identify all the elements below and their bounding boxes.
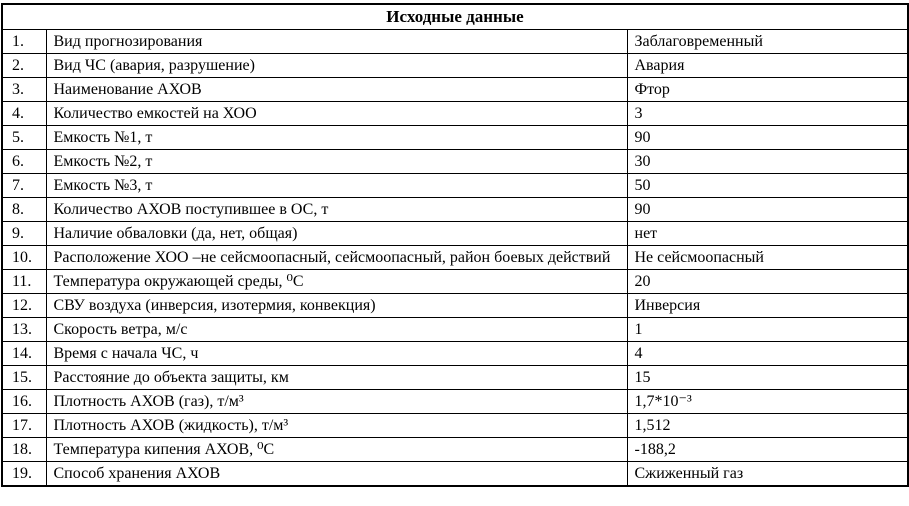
parameter-name-cell: Плотность АХОВ (газ), т/м³	[46, 390, 627, 414]
table-row	[2, 438, 908, 462]
row-number-cell: 2.	[2, 54, 46, 78]
parameter-name-cell: Температура кипения АХОВ, ⁰С	[46, 438, 627, 462]
parameter-value-cell: 30	[627, 150, 908, 174]
parameter-name-cell: Наличие обваловки (да, нет, общая)	[46, 222, 627, 246]
row-number-cell: 9.	[2, 222, 46, 246]
parameter-name-cell: Вид прогнозирования	[46, 30, 627, 54]
parameter-value-cell: 50	[627, 174, 908, 198]
row-number-cell: 18.	[2, 438, 46, 462]
parameter-name-cell: Температура окружающей среды, ⁰С	[46, 270, 627, 294]
table-row	[2, 54, 908, 78]
row-number-cell: 15.	[2, 366, 46, 390]
table-title: Исходные данные	[2, 4, 908, 30]
table-title-row	[2, 4, 908, 30]
row-number-cell: 5.	[2, 126, 46, 150]
parameter-value-cell: 90	[627, 126, 908, 150]
table-row	[2, 150, 908, 174]
parameter-name-cell: СВУ воздуха (инверсия, изотермия, конвекция)	[46, 294, 627, 318]
row-number-cell: 6.	[2, 150, 46, 174]
row-number-cell: 11.	[2, 270, 46, 294]
row-number-cell: 10.	[2, 246, 46, 270]
row-number-cell: 7.	[2, 174, 46, 198]
table-row	[2, 78, 908, 102]
parameter-value-cell: Авария	[627, 54, 908, 78]
table-body	[2, 30, 908, 487]
row-number-cell: 17.	[2, 414, 46, 438]
table-row	[2, 30, 908, 54]
parameter-value-cell: 90	[627, 198, 908, 222]
parameter-name-cell: Емкость №1, т	[46, 126, 627, 150]
table-row	[2, 366, 908, 390]
table-row	[2, 318, 908, 342]
parameter-name-cell: Наименование АХОВ	[46, 78, 627, 102]
parameter-value-cell: 3	[627, 102, 908, 126]
row-number-cell: 19.	[2, 462, 46, 487]
parameter-value-cell: -188,2	[627, 438, 908, 462]
table-row	[2, 414, 908, 438]
table-row	[2, 246, 908, 270]
parameter-name-cell: Скорость ветра, м/с	[46, 318, 627, 342]
parameter-name-cell: Расположение ХОО –не сейсмоопасный, сейсмоопасный, район боевых действий	[46, 246, 627, 270]
row-number-cell: 1.	[2, 30, 46, 54]
row-number-cell: 14.	[2, 342, 46, 366]
row-number-cell: 12.	[2, 294, 46, 318]
table-row	[2, 390, 908, 414]
parameter-name-cell: Вид ЧС (авария, разрушение)	[46, 54, 627, 78]
parameter-value-cell: 1,512	[627, 414, 908, 438]
parameter-name-cell: Расстояние до объекта защиты, км	[46, 366, 627, 390]
table-row	[2, 270, 908, 294]
table-row	[2, 102, 908, 126]
row-number-cell: 13.	[2, 318, 46, 342]
parameter-value-cell: 1	[627, 318, 908, 342]
row-number-cell: 16.	[2, 390, 46, 414]
initial-data-table	[1, 3, 909, 487]
parameter-value-cell: Фтор	[627, 78, 908, 102]
parameter-value-cell: 1,7*10⁻³	[627, 390, 908, 414]
table-row	[2, 462, 908, 487]
parameter-name-cell: Способ хранения АХОВ	[46, 462, 627, 487]
parameter-value-cell: Инверсия	[627, 294, 908, 318]
parameter-value-cell: Заблаговременный	[627, 30, 908, 54]
table-row	[2, 198, 908, 222]
table-row	[2, 342, 908, 366]
parameter-value-cell: 4	[627, 342, 908, 366]
row-number-cell: 4.	[2, 102, 46, 126]
parameter-value-cell: Не сейсмоопасный	[627, 246, 908, 270]
row-number-cell: 8.	[2, 198, 46, 222]
parameter-value-cell: 15	[627, 366, 908, 390]
table-row	[2, 126, 908, 150]
row-number-cell: 3.	[2, 78, 46, 102]
table-row	[2, 174, 908, 198]
parameter-name-cell: Плотность АХОВ (жидкость), т/м³	[46, 414, 627, 438]
parameter-name-cell: Емкость №3, т	[46, 174, 627, 198]
table-row	[2, 222, 908, 246]
parameter-name-cell: Количество АХОВ поступившее в ОС, т	[46, 198, 627, 222]
table-row	[2, 294, 908, 318]
parameter-value-cell: Сжиженный газ	[627, 462, 908, 487]
parameter-name-cell: Емкость №2, т	[46, 150, 627, 174]
parameter-name-cell: Время с начала ЧС, ч	[46, 342, 627, 366]
parameter-name-cell: Количество емкостей на ХОО	[46, 102, 627, 126]
parameter-value-cell: 20	[627, 270, 908, 294]
parameter-value-cell: нет	[627, 222, 908, 246]
